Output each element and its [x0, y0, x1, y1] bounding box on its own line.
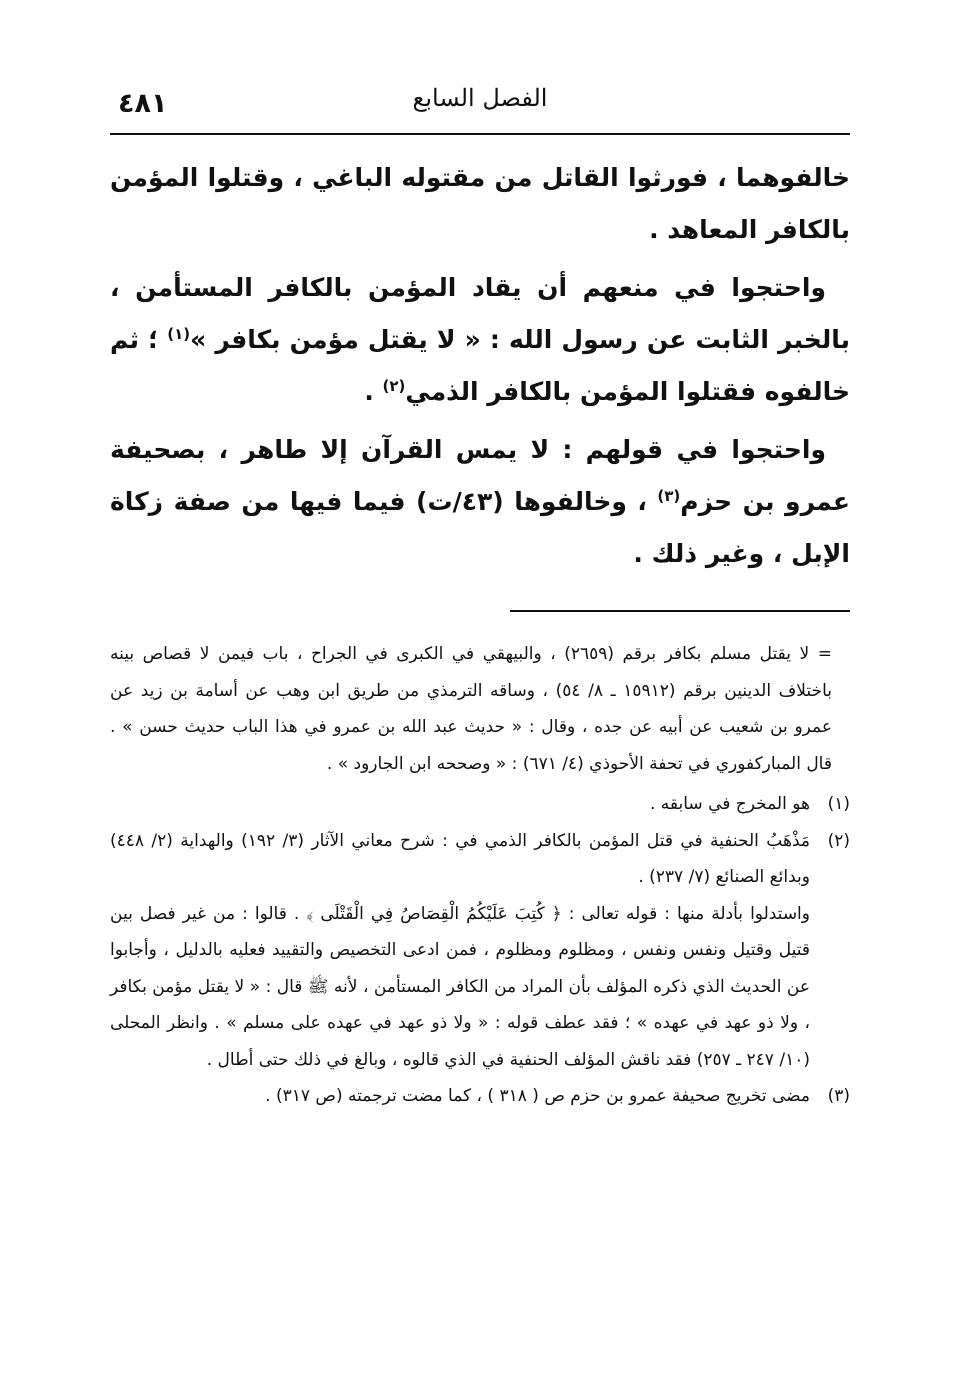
paragraph-3-text-a: واحتجوا في قولهم : لا يمس القرآن إلا طاهر ، بصحيفة عمرو بن حزم	[110, 435, 850, 516]
footnote-ref-1: (١)	[167, 325, 191, 343]
paragraph-2-text-a: واحتجوا في منعهم أن يقاد المؤمن بالكافر المستأمن ، بالخبر الثابت عن رسول الله : « لا يقتل مؤمن بكافر »	[110, 273, 850, 354]
footnote-number: (٣)	[827, 1086, 850, 1106]
header-divider	[110, 133, 850, 135]
footnote-1	[110, 786, 850, 823]
footnote-text-part: ﴾ . قالوا : من غير فصل بين قتيل وقتيل ونفس ونفس ، ومظلوم ومظلوم ، فمن ادعى التخصيص والتقييد فعليه بالدليل ، وأجابوا عن الحديث الذي ذكره المؤلف بأن المراد من الكافر المستأمن ، لأنه ﷺ قال : « لا يقتل مؤمن بكافر ، ولا ذو عهد في عهده » ؛ فقد عطف قوله : « ولا ذو عهد في عهده على مسلم » . وانظر المحلى (١٠/ ٢٤٧ ـ ٢٥٧) فقد ناقش المؤلف الحنفية في الذي قالوه ، وبالغ في ذلك حتى أطال .	[110, 903, 810, 1070]
quran-verse: كُتِبَ عَلَيْكُمُ الْقِصَاصُ فِي الْقَتْلَى	[320, 903, 545, 924]
footnote-body	[110, 786, 810, 823]
footnote-divider	[510, 610, 850, 612]
paragraph-2	[110, 262, 850, 418]
paragraph-3	[110, 424, 850, 580]
paragraph-2-text-c: .	[364, 377, 383, 406]
footnote-text: مضى تخريج صحيفة عمرو بن حزم ص ( ٣١٨ ) ، كما مضت ترجمته (ص ٣١٧) .	[265, 1086, 810, 1106]
footnote-text: هو المخرج في سابقه .	[650, 794, 810, 814]
main-text	[110, 152, 850, 586]
footnote-number: (١)	[827, 794, 850, 814]
footnote-3	[110, 1078, 850, 1115]
chapter-title: الفصل السابع	[412, 84, 548, 112]
footnote-ref-2: (٢)	[382, 377, 406, 395]
page-header	[110, 78, 850, 132]
footnote-text-continued	[110, 896, 810, 1079]
footnote-text-part: واستدلوا بأدلة منها : قوله تعالى : ﴿	[544, 903, 810, 924]
footnote-body	[110, 1078, 810, 1115]
footnote-text: مَذْهَبُ الحنفية في قتل المؤمن بالكافر الذمي في : شرح معاني الآثار (٣/ ١٩٢) والهداية (٢/ ٤٤٨) وبدائع الصنائع (٧/ ٢٣٧) .	[110, 830, 810, 887]
footnote-body	[110, 823, 810, 1079]
footnote-ref-3: (٣)	[657, 487, 681, 505]
page-number: ٤٨١	[118, 88, 168, 119]
paragraph-3-text-b: ، وخالفوها (٤٣/ت) فيما فيها من صفة زكاة الإبل ، وغير ذلك .	[110, 487, 850, 568]
footnote-continuation: = لا يقتل مسلم بكافر برقم (٢٦٥٩) ، والبيهقي في الكبرى في الجراح ، باب فيمن لا قصاص بينه باختلاف الدينين برقم (١٥٩١٢ ـ ٨/ ٥٤) ، وساقه الترمذي من طريق ابن وهب عن أسامة بن زيد عن عمرو بن شعيب عن أبيه عن جده ، وقال : « حديث عبد الله بن عمرو في هذا الباب حديث حسن » . قال المباركفوري في تحفة الأحوذي (٤/ ٦٧١) : « وصححه ابن الجارود » .	[110, 644, 832, 774]
paragraph-1: خالفوهما ، فورثوا القاتل من مقتوله الباغي ، وقتلوا المؤمن بالكافر المعاهد .	[110, 163, 850, 244]
paragraph-2-text-b: ؛ ثم خالفوه فقتلوا المؤمن بالكافر الذمي	[110, 325, 850, 406]
footnote-2	[110, 823, 850, 1079]
footnotes	[110, 636, 850, 1115]
footnote-number: (٢)	[827, 830, 850, 851]
